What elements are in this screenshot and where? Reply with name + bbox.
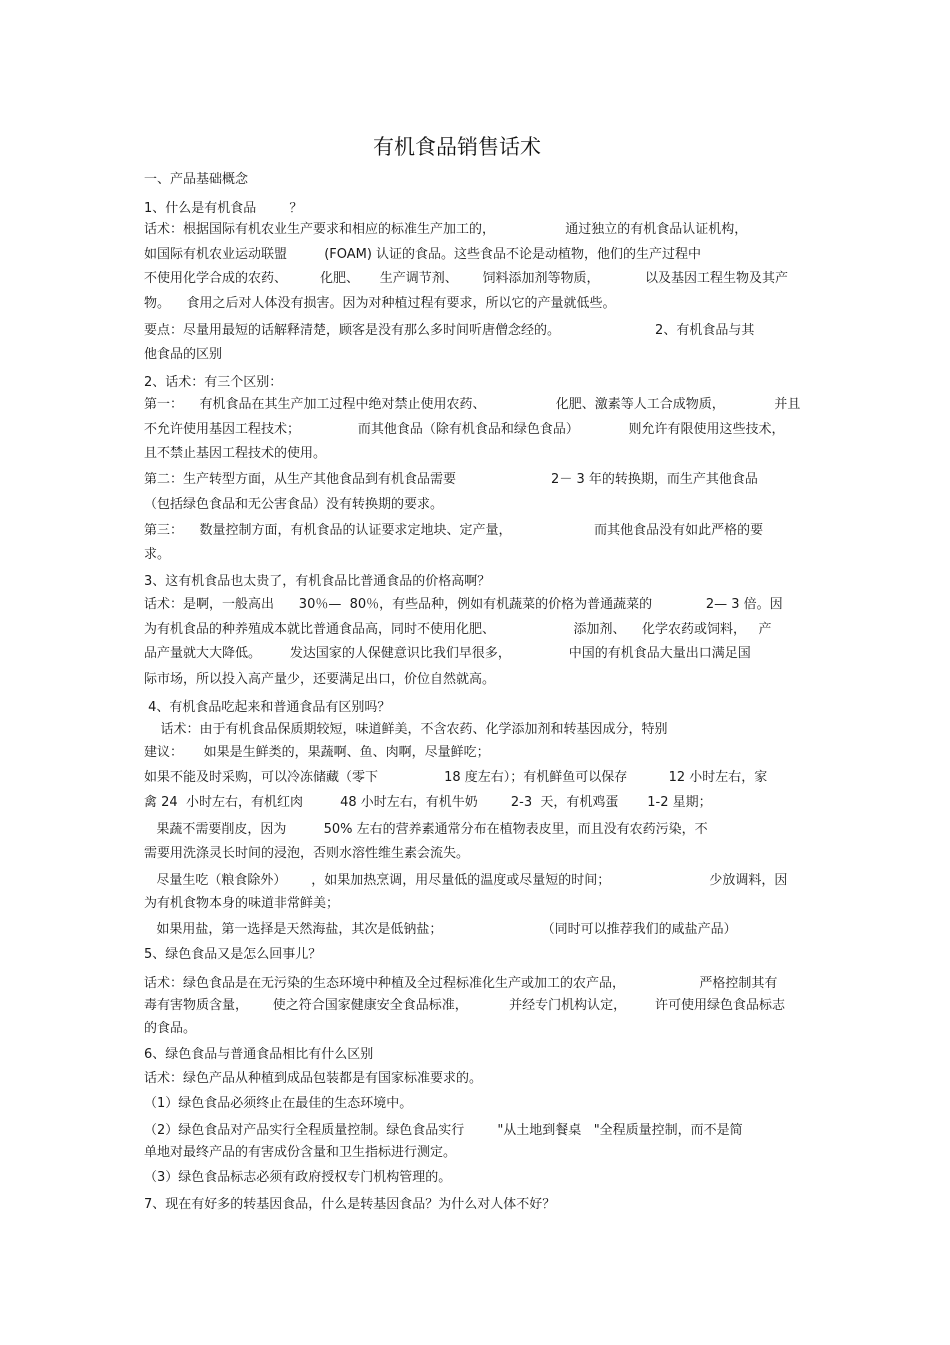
question-heading: 5、绿色食品又是怎么回事儿？ — [144, 947, 322, 962]
paragraph-line: （包括绿色食品和无公害食品）没有转换期的要求。 — [144, 497, 444, 512]
paragraph-line: 如果用盐，第一选择是天然海盐，其次是低钠盐； （同时可以推荐我们的咸盐产品） — [144, 922, 737, 937]
paragraph-line: 要点：尽量用最短的话解释清楚，顾客是没有那么多时间听唐僧念经的。 2、有机食品与其 — [144, 323, 755, 338]
paragraph-line: 话术：是啊，一般高出 30％— 80％，有些品种，例如有机蔬菜的价格为普通蔬菜的 2— 3 倍。因 — [144, 597, 783, 612]
section-heading: 一、产品基础概念 — [144, 172, 249, 187]
paragraph-line: 单地对最终产品的有害成份含量和卫生指标进行测定。 — [144, 1145, 457, 1160]
paragraph-line: 话术：根据国际有机农业生产要求和相应的标准生产加工的， 通过独立的有机食品认证机构， — [144, 222, 748, 237]
paragraph-line: 话术：绿色产品从种植到成品包装都是有国家标准要求的。 — [144, 1071, 483, 1086]
question-heading: 1、什么是有机食品 ？ — [144, 201, 303, 216]
question-heading: 2、话术：有三个区别： — [144, 375, 283, 390]
paragraph-line: 第二：生产转型方面，从生产其他食品到有机食品需要 2－ 3 年的转换期，而生产其他食品 — [144, 472, 758, 487]
question-heading: 3、这有机食品也太贵了，有机食品比普通食品的价格高啊？ — [144, 574, 491, 589]
paragraph-line: 不允许使用基因工程技术； 而其他食品（除有机食品和绿色食品） 则允许有限使用这些技术， — [144, 422, 785, 437]
list-item: （3）绿色食品标志必须有政府授权专门机构管理的。 — [144, 1170, 452, 1185]
paragraph-line: 果蔬不需要削皮，因为 50% 左右的营养素通常分布在植物表皮里，而且没有农药污染，不 — [144, 822, 708, 837]
question-heading: 7、现在有好多的转基因食品，什么是转基因食品？为什么对人体不好？ — [144, 1197, 556, 1212]
question-heading: 4、有机食品吃起来和普通食品有区别吗？ — [144, 700, 391, 715]
list-item: （1）绿色食品必须终止在最佳的生态环境中。 — [144, 1096, 413, 1111]
paragraph-line: 毒有害物质含量， 使之符合国家健康安全食品标准， 并经专门机构认定， 许可使用绿色食品标志 — [144, 998, 786, 1013]
paragraph-line: 建议： 如果是生鲜类的，果蔬啊、鱼、肉啊，尽量鲜吃； — [144, 745, 490, 760]
paragraph-line: 物。 食用之后对人体没有损害。因为对种植过程有要求，所以它的产量就低些。 — [144, 296, 616, 311]
paragraph-line: 话术：绿色食品是在无污染的生态环境中种植及全过程标准化生产或加工的农产品， 严格控制其有 — [144, 976, 778, 991]
paragraph-line: 如国际有机农业运动联盟 (FOAM) 认证的食品。这些食品不论是动植物，他们的生产过程中 — [144, 247, 702, 262]
paragraph-line: 话术：由于有机食品保质期较短，味道鲜美，不含农药、化学添加剂和转基因成分，特别 — [144, 722, 668, 737]
paragraph-line: 的食品。 — [144, 1021, 197, 1036]
document-title: 有机食品销售话术 — [373, 135, 541, 159]
paragraph-line: 如果不能及时采购，可以冷冻储藏（零下 18 度左右）；有机鲜鱼可以保存 12 小时左右，家 — [144, 770, 768, 785]
paragraph-line: 求。 — [144, 547, 171, 562]
paragraph-line: 不使用化学合成的农药、 化肥、 生产调节剂、 饲料添加剂等物质， 以及基因工程生物及其产 — [144, 271, 788, 286]
paragraph-line: 他食品的区别 — [144, 347, 223, 362]
paragraph-line: 禽 24 小时左右，有机红肉 48 小时左右，有机牛奶 2-3 天，有机鸡蛋 1-2 星期； — [144, 795, 712, 810]
paragraph-line: 第三： 数量控制方面，有机食品的认证要求定地块、定产量， 而其他食品没有如此严格的要 — [144, 523, 764, 538]
paragraph-line: 尽量生吃（粮食除外） ，如果加热烹调，用尽量低的温度或尽量短的时间； 少放调料，因 — [144, 873, 788, 888]
paragraph-line: 际市场，所以投入高产量少，还要满足出口，价位自然就高。 — [144, 672, 496, 687]
paragraph-line: 第一： 有机食品在其生产加工过程中绝对禁止使用农药、 化肥、激素等人工合成物质， 并且 — [144, 397, 801, 412]
paragraph-line: 为有机食物本身的味道非常鲜美； — [144, 896, 340, 911]
paragraph-line: 为有机食品的种养殖成本就比普通食品高，同时不使用化肥、 添加剂、 化学农药或饲料， 产 — [144, 622, 772, 637]
question-heading: 6、绿色食品与普通食品相比有什么区别 — [144, 1047, 374, 1062]
paragraph-line: 且不禁止基因工程技术的使用。 — [144, 446, 327, 461]
paragraph-line: 品产量就大大降低。 发达国家的人保健意识比我们早很多， 中国的有机食品大量出口满足国 — [144, 646, 751, 661]
paragraph-line: 需要用洗涤灵长时间的浸泡，否则水溶性维生素会流失。 — [144, 846, 470, 861]
list-item: （2）绿色食品对产品实行全程质量控制。绿色食品实行 "从土地到餐桌 "全程质量控制，而不是简 — [144, 1123, 743, 1138]
